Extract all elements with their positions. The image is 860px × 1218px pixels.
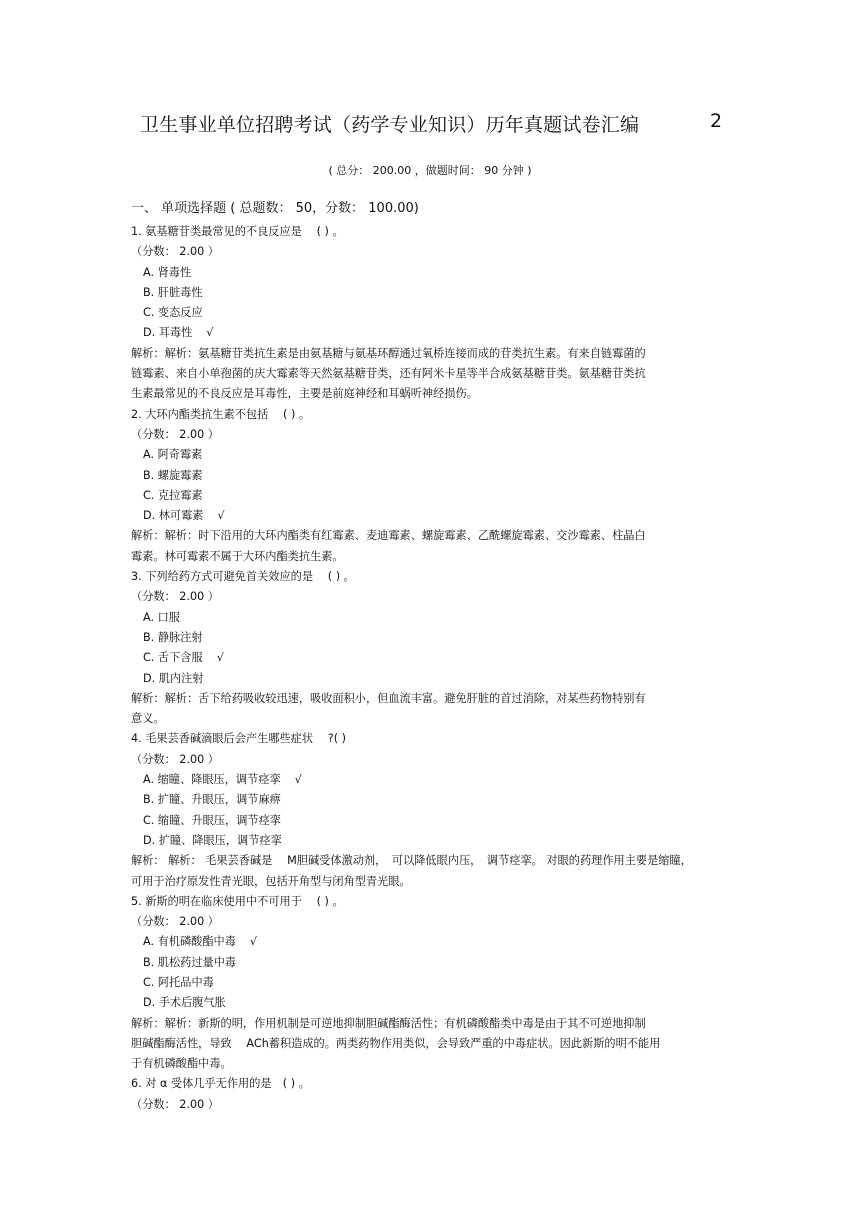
analysis-line: 解析：解析：舌下给药吸收较迅速，吸收面积小，但血流丰富。避免肝脏的首过消除，对某些药物特别有 <box>131 691 646 705</box>
answer-option-label: B. 螺旋霉素 <box>143 468 203 482</box>
question-block <box>131 405 691 567</box>
answer-option <box>131 628 691 648</box>
answer-option-label: A. 缩瞳、降眼压，调节痉挛 <box>143 773 281 787</box>
question-block <box>131 567 691 729</box>
check-mark-icon: √ <box>206 326 214 340</box>
question-block <box>131 1074 691 1115</box>
answer-option <box>131 608 691 628</box>
question-stem: 4. 毛果芸香碱滴眼后会产生哪些症状 ?( ) <box>131 732 347 746</box>
answer-option-label: A. 有机磷酸酯中毒 <box>143 935 236 949</box>
answer-option <box>131 263 691 283</box>
title-text: 卫生事业单位招聘考试（药学专业知识）历年真题试卷汇编 <box>140 114 640 136</box>
analysis-line: 解析： 解析： 毛果芸香碱是 M胆碱受体激动剂， 可以降低眼内压， 调节痉挛。 对眼的药理作用主要是缩瞳， <box>131 854 692 868</box>
answer-option-label: B. 静脉注射 <box>143 630 203 644</box>
question-score: （分数： 2.00 ） <box>131 1097 219 1111</box>
answer-option-label: D. 手术后腹气胀 <box>143 996 226 1010</box>
question-block <box>131 222 691 405</box>
answer-option <box>131 993 691 1013</box>
answer-option-label: B. 肝脏毒性 <box>143 285 203 299</box>
answer-option-label: A. 口服 <box>143 610 180 624</box>
answer-option <box>131 648 691 668</box>
answer-option-label: D. 林可霉素 <box>143 509 204 523</box>
answer-option <box>131 953 691 973</box>
page-title <box>140 110 723 137</box>
answer-option <box>131 506 691 526</box>
answer-option <box>131 486 691 506</box>
question-score: （分数： 2.00 ） <box>131 752 219 766</box>
answer-option <box>131 669 691 689</box>
question-score: （分数： 2.00 ） <box>131 427 219 441</box>
analysis-line: 解析：解析：时下沿用的大环内酯类有红霉素、麦迪霉素、螺旋霉素、乙酰螺旋霉素、交沙霉素、柱晶白 <box>131 529 646 543</box>
question-score: （分数： 2.00 ） <box>131 590 219 604</box>
check-mark-icon: √ <box>294 773 302 787</box>
check-mark-icon: √ <box>216 651 224 665</box>
answer-option-label: A. 肾毒性 <box>143 265 192 279</box>
section-heading: 一、 单项选择题 ( 总题数： 50，分数： 100.00) <box>131 201 419 216</box>
answer-option-label: C. 克拉霉素 <box>143 488 203 502</box>
analysis-line: 解析：解析：氨基糖苷类抗生素是由氨基糖与氨基环醇通过氧桥连接而成的苷类抗生素。有来自链霉菌的 <box>131 346 646 360</box>
analysis-line: 于有机磷酸酯中毒。 <box>131 1057 232 1071</box>
answer-option <box>131 831 691 851</box>
answer-option-label: C. 变态反应 <box>143 306 203 320</box>
check-mark-icon: √ <box>217 509 225 523</box>
answer-option <box>131 303 691 323</box>
analysis-line: 可用于治疗原发性青光眼，包括开角型与闭角型青光眼。 <box>131 874 411 888</box>
question-score: （分数： 2.00 ） <box>131 915 219 929</box>
answer-option <box>131 466 691 486</box>
question-score: （分数： 2.00 ） <box>131 245 219 259</box>
analysis-line: 生素最常见的不良反应是耳毒性，主要是前庭神经和耳蜗听神经损伤。 <box>131 387 478 401</box>
answer-option <box>131 445 691 465</box>
question-stem: 6. 对 α 受体几乎无作用的是 ( ) 。 <box>131 1077 310 1091</box>
answer-option-label: C. 舌下含服 <box>143 651 203 665</box>
questions-list <box>131 222 691 1115</box>
answer-option-label: A. 阿奇霉素 <box>143 448 203 462</box>
analysis-line: 链霉素、来自小单孢菌的庆大霉素等天然氨基糖苷类，还有阿米卡星等半合成氨基糖苷类。氨基糖苷类抗 <box>131 367 646 381</box>
question-stem: 1. 氨基糖苷类最常见的不良反应是 ( ) 。 <box>131 225 344 238</box>
answer-option <box>131 770 691 790</box>
answer-option-label: B. 肌松药过量中毒 <box>143 955 237 969</box>
answer-option-label: D. 肌内注射 <box>143 671 204 685</box>
analysis-line: 意义。 <box>131 712 165 726</box>
answer-option <box>131 973 691 993</box>
answer-option-label: C. 缩瞳、升眼压，调节痉挛 <box>143 813 281 827</box>
answer-option <box>131 283 691 303</box>
answer-option-label: D. 扩瞳、降眼压，调节痉挛 <box>143 833 282 847</box>
answer-option <box>131 790 691 810</box>
question-stem: 2. 大环内酯类抗生素不包括 ( ) 。 <box>131 407 311 421</box>
title-number: 2 <box>710 110 723 132</box>
check-mark-icon: √ <box>249 935 258 949</box>
exam-summary: ( 总分： 200.00 ，做题时间： 90 分钟 ) <box>328 164 532 177</box>
answer-option <box>131 323 691 343</box>
answer-option <box>131 811 691 831</box>
analysis-line: 霉素。林可霉素不属于大环内酯类抗生素。 <box>131 549 344 563</box>
analysis-line: 胆碱酯酶活性，导致 ACh蓄积造成的。两类药物作用类似，会导致严重的中毒症状。因此新斯的明不能用 <box>131 1036 661 1050</box>
answer-option-label: D. 耳毒性 <box>143 326 193 340</box>
question-stem: 3. 下列给药方式可避免首关效应的是 ( ) 。 <box>131 570 355 584</box>
question-block <box>131 729 691 891</box>
answer-option-label: B. 扩瞳、升眼压，调节麻痹 <box>143 793 281 807</box>
answer-option-label: C. 阿托品中毒 <box>143 975 214 989</box>
answer-option <box>131 932 691 952</box>
analysis-line: 解析：解析：新斯的明，作用机制是可逆地抑制胆碱酯酶活性；有机磷酸酯类中毒是由于其不可逆地抑制 <box>131 1016 646 1030</box>
question-block <box>131 892 691 1075</box>
question-stem: 5. 新斯的明在临床使用中不可用于 ( ) 。 <box>131 894 344 908</box>
